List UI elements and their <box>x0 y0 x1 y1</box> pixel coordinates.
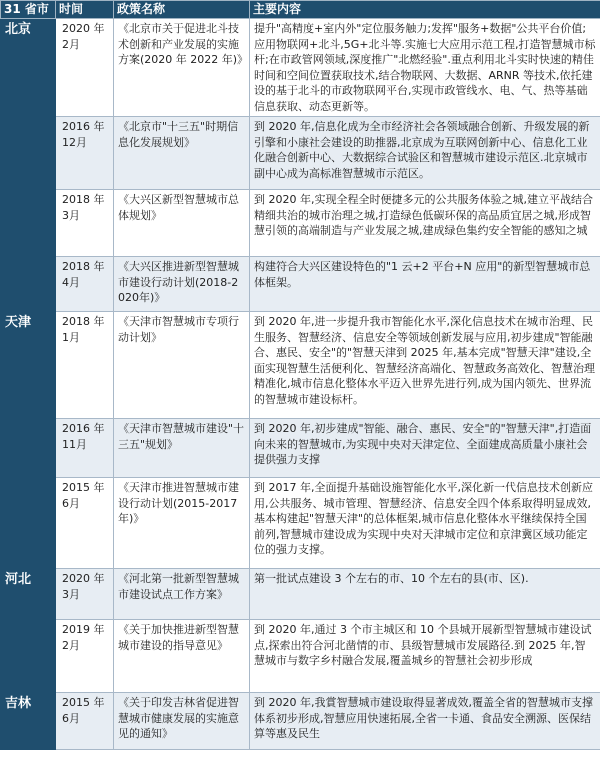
time-cell: 2018 年 1月 <box>56 312 114 419</box>
content-cell: 第一批试点建设 3 个左右的市、10 个左右的县(市、区). <box>250 569 600 620</box>
content-cell: 到 2020 年,实现全程全时便捷多元的公共服务体验之城,建立平战结合精细共治的城市治理之城,打造绿色低碳环保的高品质宜居之城,形成智慧引领的高端制造与产业发展之城,建成绿色集约安全智能的感知之城 <box>250 190 600 257</box>
table-row <box>1 190 600 257</box>
table-row <box>1 312 600 419</box>
time-cell: 2018 年 4月 <box>56 257 114 312</box>
table-row <box>1 478 600 569</box>
time-cell: 2020 年 2月 <box>56 19 114 117</box>
time-cell: 2016 年 12月 <box>56 117 114 190</box>
province-cell: 吉林 <box>1 693 56 750</box>
header-policy-name: 政策名称 <box>114 1 250 19</box>
policy-name-cell: 《河北第一批新型智慧城市建设试点工作方案》 <box>114 569 250 620</box>
header-time: 时间 <box>56 1 114 19</box>
content-cell: 到 2020 年,进一步提升我市智能化水平,深化信息技术在城市治理、民生服务、智慧经济、信息安全等领域创新发展与应用,初步建成"智能融合、惠民、安全"的"智慧天津到 2025 年,基本完成"智慧天津"建设,全面实现智慧生活便利化、智慧经济高端化、智慧政务高效化、智慧治理精准化,城市信息化整体水平迈入世界先进行列,成为国内领先、世界流的智慧城市建设标杆。 <box>250 312 600 419</box>
table-row <box>1 257 600 312</box>
header-main-content: 主要内容 <box>250 1 600 19</box>
table-row <box>1 693 600 750</box>
table-row <box>1 620 600 693</box>
content-cell: 提升"高精度+室内外"定位服务触力;发挥"服务+数据"公共平台价值;应用物联网+北斗,5G+北斗等.实施七大应用示范工程,打造智慧城市标杆;在市政管网领域,深度推广"北燃经验".重点利用北斗实时快速的精佳时间和空间位置获取技术,结合物联网、大数据、ARNR 等技术,依托建设的基于北斗的市政物联网平台,实现市政管线水、电、气、热等基础信息获取、动态更新等。 <box>250 19 600 117</box>
table-header <box>1 1 600 19</box>
province-cell: 河北 <box>1 569 56 693</box>
policy-name-cell: 《北京市关于促进北斗技术创新和产业发展的实施方案(2020 年 2022 年)》 <box>114 19 250 117</box>
policy-name-cell: 《天津市推进智慧城市建设行动计划(2015-2017年)》 <box>114 478 250 569</box>
policy-name-cell: 《大兴区推进新型智慧城市建设行动计划(2018-2020年)》 <box>114 257 250 312</box>
province-cell: 北京 <box>1 19 56 312</box>
time-cell: 2019 年 2月 <box>56 620 114 693</box>
content-cell: 构建符合大兴区建设特色的"1 云+2 平台+N 应用"的新型智慧城市总体框架。 <box>250 257 600 312</box>
policy-name-cell: 《关于印发吉林省促进智慧城市健康发展的实施意见的通知》 <box>114 693 250 750</box>
policy-name-cell: 《天津市智慧城市专项行动计划》 <box>114 312 250 419</box>
content-cell: 到 2017 年,全面提升基础设施智能化水平,深化新一代信息技术创新应用,公共服务、城市管理、智慧经济、信息安全四个体系取得明显成效,基本构建起"智慧天津"的总体框架,城市信息化整体水平继续保持全国前列,智慧城市建设成为实现中央对天津城市定位和京津冀区域功能定位的强力支撑。 <box>250 478 600 569</box>
province-cell: 天津 <box>1 312 56 569</box>
content-cell: 到 2020 年,信息化成为全市经济社会各领域融合创新、升级发展的新引擎和小康社会建设的助推器,北京成为互联网创新中心、信息化工业化融合创新中心、大数据综合试验区和智慧城市建设示范区.北京城市副中心成为高标准智慧城市示范区。 <box>250 117 600 190</box>
time-cell: 2016 年 11月 <box>56 419 114 478</box>
time-cell: 2020 年 3月 <box>56 569 114 620</box>
table-row <box>1 19 600 117</box>
table-row <box>1 419 600 478</box>
header-row <box>1 1 600 19</box>
content-cell: 到 2020 年,初步建成"智能、融合、惠民、安全"的"智慧天津",打造面向未来的智慧城市,为实现中央对天津定位、全面建成高质量小康社会提供强力支撑 <box>250 419 600 478</box>
table-row <box>1 569 600 620</box>
table-body <box>1 19 600 750</box>
policy-name-cell: 《北京市"十三五"时期信息化发展规划》 <box>114 117 250 190</box>
content-cell: 到 2020 年,通过 3 个市主城区和 10 个县城开展新型智慧城市建设试点,探索出符合河北凿情的市、县级智慧城市发展路径.到 2025 年,智慧城市与数字乡村融合发展,覆盖城乡的智慧社会初步形成 <box>250 620 600 693</box>
time-cell: 2018 年 3月 <box>56 190 114 257</box>
time-cell: 2015 年 6月 <box>56 693 114 750</box>
table-row <box>1 117 600 190</box>
policy-name-cell: 《关于加快推进新型智慧城市建设的指导意见》 <box>114 620 250 693</box>
content-cell: 到 2020 年,我賞智慧城市建设取得显著成效,覆盖全省的智慧城市支撑体系初步形成,智慧应用快速拓展,全省一卡通、食品安全溯源、医保结算等惠及民生 <box>250 693 600 750</box>
policy-name-cell: 《天津市智慧城市建设"十三五"规划》 <box>114 419 250 478</box>
policy-name-cell: 《大兴区新型智慧城市总体规划》 <box>114 190 250 257</box>
header-province: 31 省市 <box>1 1 56 19</box>
time-cell: 2015 年 6月 <box>56 478 114 569</box>
